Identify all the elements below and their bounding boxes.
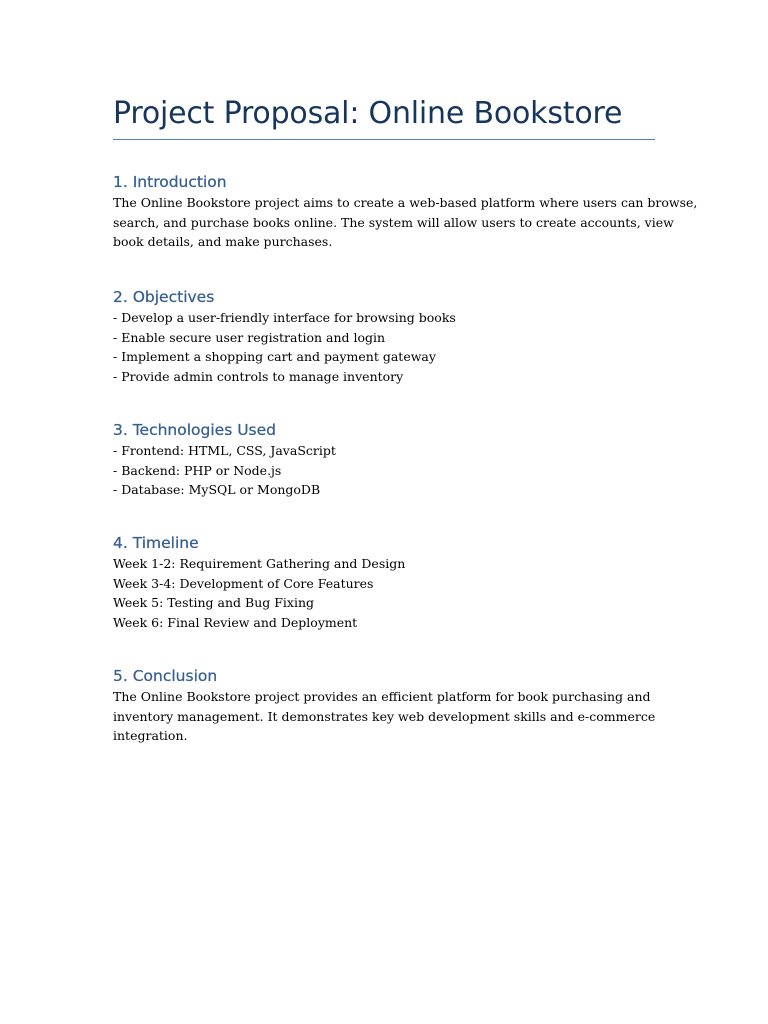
list-item: Week 1-2: Requirement Gathering and Design: [113, 556, 406, 571]
introduction-paragraph: [113, 193, 698, 252]
paragraph-line: The Online Bookstore project provides an efficient platform for book purchasing and: [113, 689, 651, 704]
list-item: Week 5: Testing and Bug Fixing: [113, 595, 314, 610]
list-item: - Database: MySQL or MongoDB: [113, 482, 321, 497]
section-conclusion: [113, 665, 673, 746]
title-underline-divider: [113, 139, 655, 140]
list-item: Week 6: Final Review and Deployment: [113, 614, 358, 630]
list-item: - Provide admin controls to manage inventory: [113, 368, 404, 384]
paragraph-line: book details, and make purchases.: [113, 234, 333, 249]
list-item: Week 3-4: Development of Core Features: [113, 575, 374, 591]
list-item: - Implement a shopping cart and payment gateway: [113, 349, 436, 364]
objectives-list: [113, 308, 673, 386]
section-heading-timeline: 4. Timeline: [113, 534, 199, 552]
list-item: - Frontend: HTML, CSS, JavaScript: [113, 443, 336, 458]
section-heading-objectives: 2. Objectives: [113, 288, 215, 306]
section-objectives: [113, 286, 673, 386]
timeline-list: [113, 554, 673, 632]
paragraph-line: The Online Bookstore project aims to create a web-based platform where users can browse,: [113, 195, 698, 210]
list-item: - Backend: PHP or Node.js: [113, 462, 282, 478]
paragraph-line: integration.: [113, 728, 188, 743]
document-title: Project Proposal: Online Bookstore: [113, 96, 623, 131]
section-heading-introduction: 1. Introduction: [113, 173, 227, 191]
list-item: - Enable secure user registration and login: [113, 329, 386, 345]
section-heading-technologies: 3. Technologies Used: [113, 421, 277, 439]
section-heading-conclusion: 5. Conclusion: [113, 667, 218, 685]
paragraph-line: search, and purchase books online. The system will allow users to create accounts, view: [113, 214, 674, 230]
conclusion-paragraph: [113, 687, 673, 746]
section-timeline: [113, 532, 673, 632]
technologies-list: [113, 441, 673, 500]
section-technologies: [113, 419, 673, 500]
section-introduction: [113, 171, 698, 252]
paragraph-line: inventory management. It demonstrates key web development skills and e-commerce: [113, 708, 656, 724]
list-item: - Develop a user-friendly interface for browsing books: [113, 310, 456, 325]
